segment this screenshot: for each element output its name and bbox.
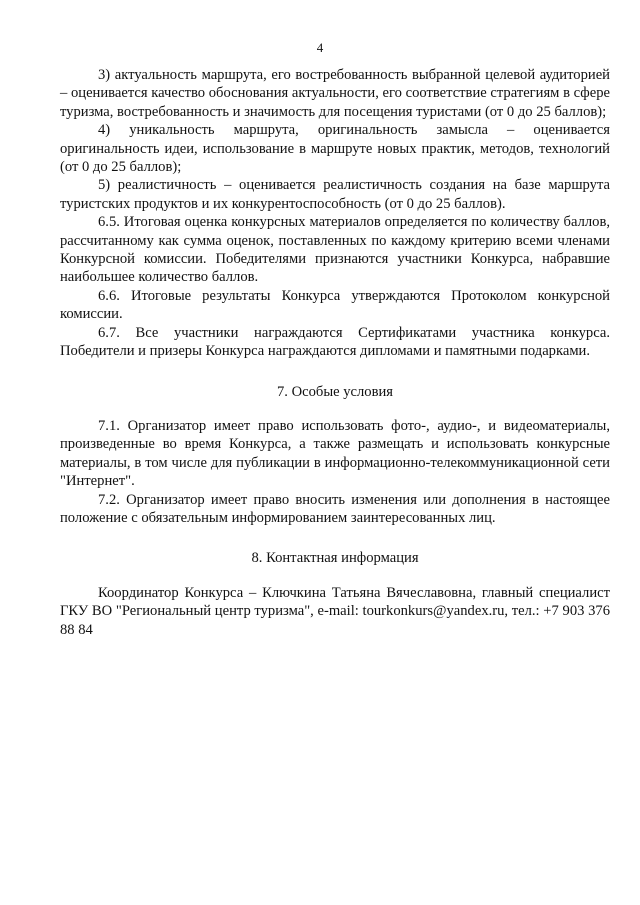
clause-7-2: 7.2. Организатор имеет право вносить изменения или дополнения в настоящее положение с обязательным информированием заинтересованных лиц. xyxy=(60,491,610,526)
clause-6-5: 6.5. Итоговая оценка конкурсных материалов определяется по количеству баллов, рассчитанному как сумма оценок, поставленных по каждому критерию всеми членами Конкурсной комиссии. Победителями признаются участники Конкурса, набравшие наибольшее количество баллов. xyxy=(60,214,610,286)
clause-7-1: 7.1. Организатор имеет право использовать фото-, аудио-, и видеоматериалы, произведенные во время Конкурса, а также размещать и использовать конкурсные материалы, в том числе для публикации в информационно-телекоммуникационной сети "Интернет". xyxy=(60,417,610,490)
contact-info: Координатор Конкурса – Ключкина Татьяна Вячеславовна, главный специалист ГКУ ВО "Региональный центр туризма", e-mail: tourkonkurs@yandex.ru, тел.: +7 903 376 88 84 xyxy=(60,584,610,638)
criteria-item-4: 4) уникальность маршрута, оригинальность замысла – оценивается оригинальность идеи, использование в маршруте новых практик, методов, технологий (от 0 до 25 баллов); xyxy=(60,122,610,176)
clause-6-7: 6.7. Все участники награждаются Сертификатами участника конкурса. Победители и призеры Конкурса награждаются дипломами и памятными подарками. xyxy=(60,324,610,360)
criteria-item-5: 5) реалистичность – оценивается реалистичность создания на базе маршрута туристских продуктов и их конкурентоспособность (от 0 до 25 баллов). xyxy=(60,177,610,212)
page-number: 4 xyxy=(316,40,324,55)
section-7-heading: 7. Особые условия xyxy=(276,383,394,400)
page-content xyxy=(60,66,610,639)
section-8-heading: 8. Контактная информация xyxy=(251,550,419,567)
criteria-item-3: 3) актуальность маршрута, его востребованность выбранной целевой аудиторией – оценивается качество обоснования актуальности, его соответствие стратегиям в сфере туризма, востребованность и значимость для посещения туристами (от 0 до 25 баллов); xyxy=(60,67,610,120)
clause-6-6: 6.6. Итоговые результаты Конкурса утверждаются Протоколом конкурсной комиссии. xyxy=(60,287,610,323)
